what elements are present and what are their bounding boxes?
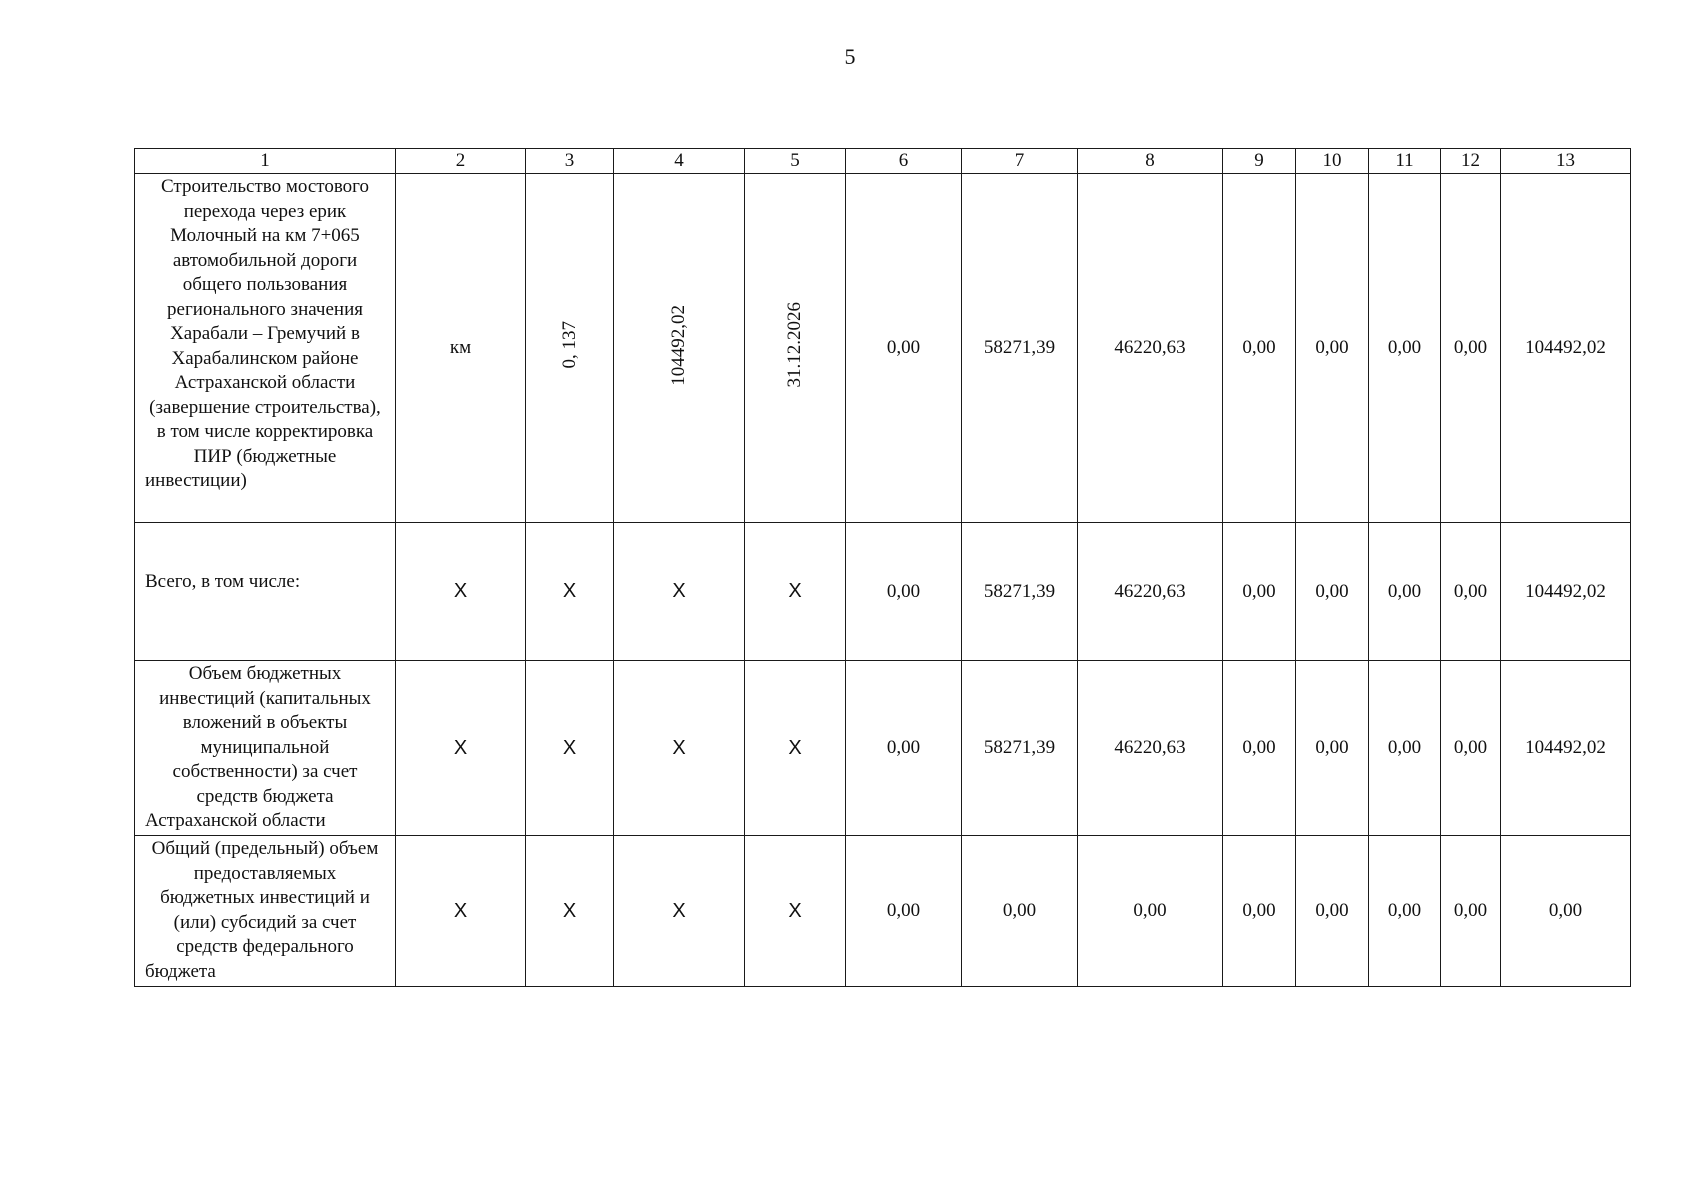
value-cell: 0,00 <box>1296 523 1369 661</box>
value-cell: 0,00 <box>1369 523 1441 661</box>
column-number: 8 <box>1078 149 1223 174</box>
column-number: 4 <box>614 149 745 174</box>
capacity-cell: X <box>526 661 614 836</box>
value-cell: 0,00 <box>846 523 962 661</box>
value-cell: 0,00 <box>1223 836 1296 987</box>
estimated-cost-cell: X <box>614 523 745 661</box>
capacity-cell: X <box>526 836 614 987</box>
table-row-bridge-construction <box>135 174 1631 523</box>
column-number: 11 <box>1369 149 1441 174</box>
budget-investment-table <box>134 148 1631 987</box>
unit-cell: X <box>396 523 526 661</box>
value-cell: 58271,39 <box>962 661 1078 836</box>
value-cell: 104492,02 <box>1501 523 1631 661</box>
value-cell: 0,00 <box>1296 661 1369 836</box>
value-cell: 104492,02 <box>1501 174 1631 523</box>
value-cell: 0,00 <box>1223 661 1296 836</box>
unit-cell: X <box>396 836 526 987</box>
value-cell: 0,00 <box>846 661 962 836</box>
value-cell: 104492,02 <box>1501 661 1631 836</box>
column-number: 9 <box>1223 149 1296 174</box>
estimated-cost-cell <box>614 174 745 523</box>
value-cell: 58271,39 <box>962 523 1078 661</box>
column-number: 1 <box>135 149 396 174</box>
column-number: 6 <box>846 149 962 174</box>
value-cell: 0,00 <box>1441 836 1501 987</box>
column-number: 12 <box>1441 149 1501 174</box>
value-cell: 0,00 <box>962 836 1078 987</box>
column-number: 7 <box>962 149 1078 174</box>
row-description: Объем бюджетных инвестиций (капитальных вложений в объекты муниципальной собственности) за счет средств бюджета Астраханской области <box>135 661 396 836</box>
value-cell: 0,00 <box>1296 836 1369 987</box>
value-cell: 46220,63 <box>1078 523 1223 661</box>
value-cell: 0,00 <box>1441 661 1501 836</box>
row-description: Строительство мостового перехода через ерик Молочный на км 7+065 автомобильной дороги общего пользования регионального значения Харабали – Гремучий в Харабалинском районе Астраханской области (завершение строительства), в том числе корректировка ПИР (бюджетные инвестиции) <box>135 174 396 523</box>
value-cell: 0,00 <box>1441 523 1501 661</box>
value-cell: 0,00 <box>1501 836 1631 987</box>
value-cell: 0,00 <box>1223 523 1296 661</box>
value-cell: 0,00 <box>1369 661 1441 836</box>
value-cell: 0,00 <box>1296 174 1369 523</box>
column-number: 5 <box>745 149 846 174</box>
value-cell: 0,00 <box>1223 174 1296 523</box>
value-cell: 0,00 <box>1441 174 1501 523</box>
column-number: 10 <box>1296 149 1369 174</box>
capacity-cell: X <box>526 523 614 661</box>
value-cell: 0,00 <box>1369 836 1441 987</box>
column-number: 13 <box>1501 149 1631 174</box>
estimated-cost-cell: X <box>614 661 745 836</box>
column-number: 3 <box>526 149 614 174</box>
value-cell: 46220,63 <box>1078 174 1223 523</box>
row-description: Всего, в том числе: <box>135 523 396 661</box>
value-cell: 0,00 <box>846 836 962 987</box>
completion-date-cell: X <box>745 661 846 836</box>
completion-date-cell: X <box>745 523 846 661</box>
table-row-regional-budget <box>135 661 1631 836</box>
capacity-value: 0, 137 <box>558 321 580 369</box>
table-row-federal-budget <box>135 836 1631 987</box>
page-number: 5 <box>844 44 856 69</box>
column-number: 2 <box>396 149 526 174</box>
capacity-cell <box>526 174 614 523</box>
column-number-row <box>135 149 1631 174</box>
value-cell: 0,00 <box>846 174 962 523</box>
estimated-cost-value: 104492,02 <box>668 304 689 386</box>
completion-date-cell <box>745 174 846 523</box>
table-row-total <box>135 523 1631 661</box>
value-cell: 0,00 <box>1369 174 1441 523</box>
value-cell: 46220,63 <box>1078 661 1223 836</box>
completion-date-value: 31.12.2026 <box>784 302 805 388</box>
value-cell: 58271,39 <box>962 174 1078 523</box>
completion-date-cell: X <box>745 836 846 987</box>
estimated-cost-cell: X <box>614 836 745 987</box>
value-cell: 0,00 <box>1078 836 1223 987</box>
unit-cell: X <box>396 661 526 836</box>
row-description: Общий (предельный) объем предоставляемых бюджетных инвестиций и (или) субсидий за счет средств федерального бюджета <box>135 836 396 987</box>
unit-cell: км <box>396 174 526 523</box>
